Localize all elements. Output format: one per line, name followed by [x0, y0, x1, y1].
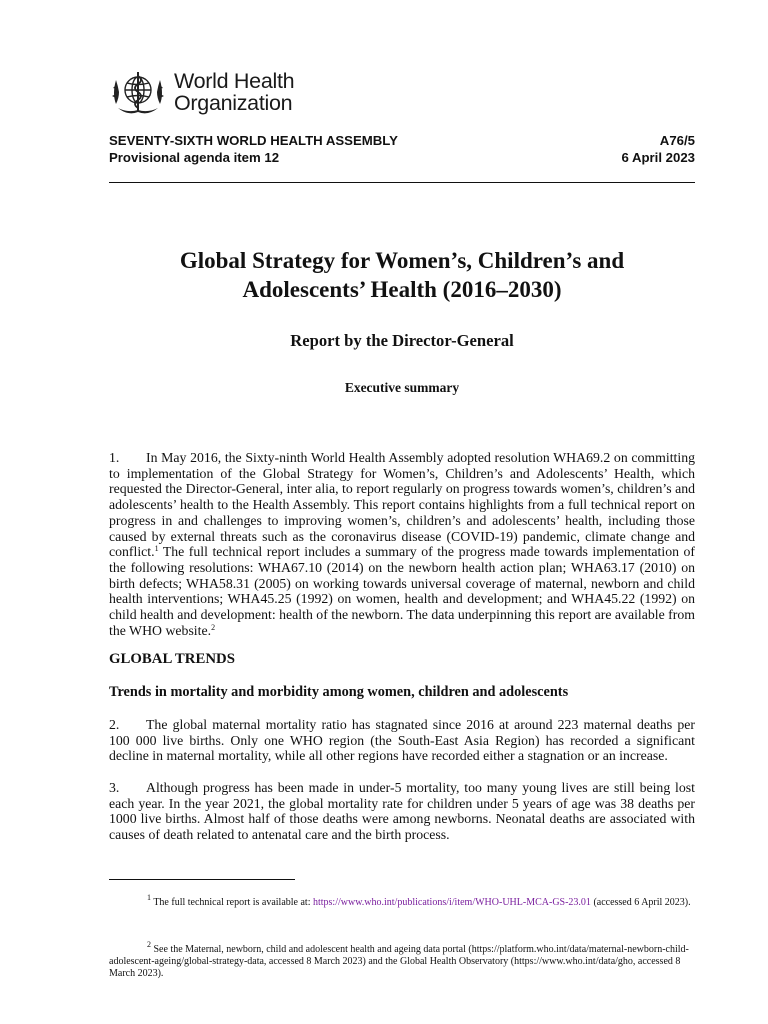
report-subtitle: Report by the Director-General: [290, 331, 514, 350]
heading-mortality-trends: Trends in mortality and morbidity among women, children and adolescents: [109, 684, 569, 700]
footnote-link[interactable]: https://www.who.int/publications/i/item/WHO-UHL-MCA-GS-23.01: [312, 897, 591, 908]
assembly-name: SEVENTY-SIXTH WORLD HEALTH ASSEMBLY: [109, 133, 398, 148]
document-title: [109, 246, 695, 304]
footnote-divider: [109, 879, 295, 880]
paragraph-text: Although progress has been made in under-5 mortality, too many young lives are still being lost each year. In the year 2021, the global mortality rate for children under 5 years of age was 38 deaths per 1000 live births. Almost half of those deaths were among newborns. Neonatal deaths are associated with causes of death related to antenatal care and the birth process.: [109, 780, 695, 843]
paragraph-2: [109, 717, 695, 764]
who-emblem-icon: [108, 66, 168, 118]
footnote-ref-2[interactable]: 2: [211, 622, 216, 632]
document-date: 6 April 2023: [621, 149, 695, 165]
paragraph-text: The global maternal mortality ratio has stagnated since 2016 at around 223 maternal deaths per 100 000 live births. Only one WHO region (the South-East Asia Region) has recorded a significant decline in maternal mortality, while all other regions have recorded either a stagnation or an increase.: [109, 717, 695, 764]
footnote-ref-1[interactable]: 1: [154, 544, 159, 554]
logo-wordmark: [174, 70, 294, 114]
paragraph-1: [109, 450, 695, 638]
paragraph-number: 1.: [109, 450, 120, 465]
paragraph-number: 3.: [109, 780, 120, 795]
document-symbol: A76/5: [659, 133, 695, 148]
document-header: [109, 133, 695, 166]
paragraph-text: In May 2016, the Sixty-ninth World Health Assembly adopted resolution WHA69.2 on committing to implementation of the Global Strategy for Women’s, Children’s and Adolescents’ Health, which requested the Director-General, inter alia, to report regularly on progress towards women’s, children’s and adolescents’ health to the Health Assembly. This report contains highlights from a full technical report on progress in and challenges to improving women’s, children’s and adolescents’ health, including those caused by external threats such as the coronavirus disease (COVID-19) pandemic, climate change and conflict.: [109, 450, 695, 560]
heading-global-trends: GLOBAL TRENDS: [109, 651, 235, 667]
paragraph-number: 2.: [109, 717, 120, 732]
logo-line-2: Organization: [174, 91, 293, 115]
title-line-1: Global Strategy for Women’s, Children’s and: [179, 248, 625, 273]
footnote-text: See the Maternal, newborn, child and adolescent health and ageing data portal (https://platform.who.int/data/maternal-newborn-child-adolescent-ageing/global-strategy-data, accessed 8 March 2023) and the Global Health Observatory (https://www.who.int/data/gho, accessed 8 March 2023).: [109, 944, 689, 979]
agenda-item: Provisional agenda item 12: [109, 149, 280, 165]
who-logo: [108, 66, 294, 118]
footnote-2: [109, 940, 695, 980]
title-line-2: Adolescents’ Health (2016–2030): [242, 277, 562, 302]
paragraph-text-continued: The full technical report includes a summary of the progress made towards implementation of the following resolutions: WHA67.10 (2014) on the newborn health action plan; WHA63.17 (2010) on birth defects; WHA58.31 (2005) on working towards universal coverage of maternal, newborn and child health interventions; WHA45.25 (1992) on women, health and development; and WHA45.22 (1992) on child health and development: health of the newborn. The data underpinning this report are available from the WHO website.: [109, 544, 695, 638]
footnote-text: The full technical report is available at:: [151, 897, 313, 908]
footnote-marker: 2: [147, 940, 151, 949]
paragraph-3: [109, 780, 695, 843]
header-divider: [109, 182, 695, 183]
footnote-text-after: (accessed 6 April 2023).: [590, 897, 691, 908]
logo-line-1: World Health: [174, 69, 295, 93]
footnote-marker: 1: [147, 893, 151, 902]
footnote-1: [109, 893, 695, 909]
section-label: Executive summary: [344, 380, 460, 395]
